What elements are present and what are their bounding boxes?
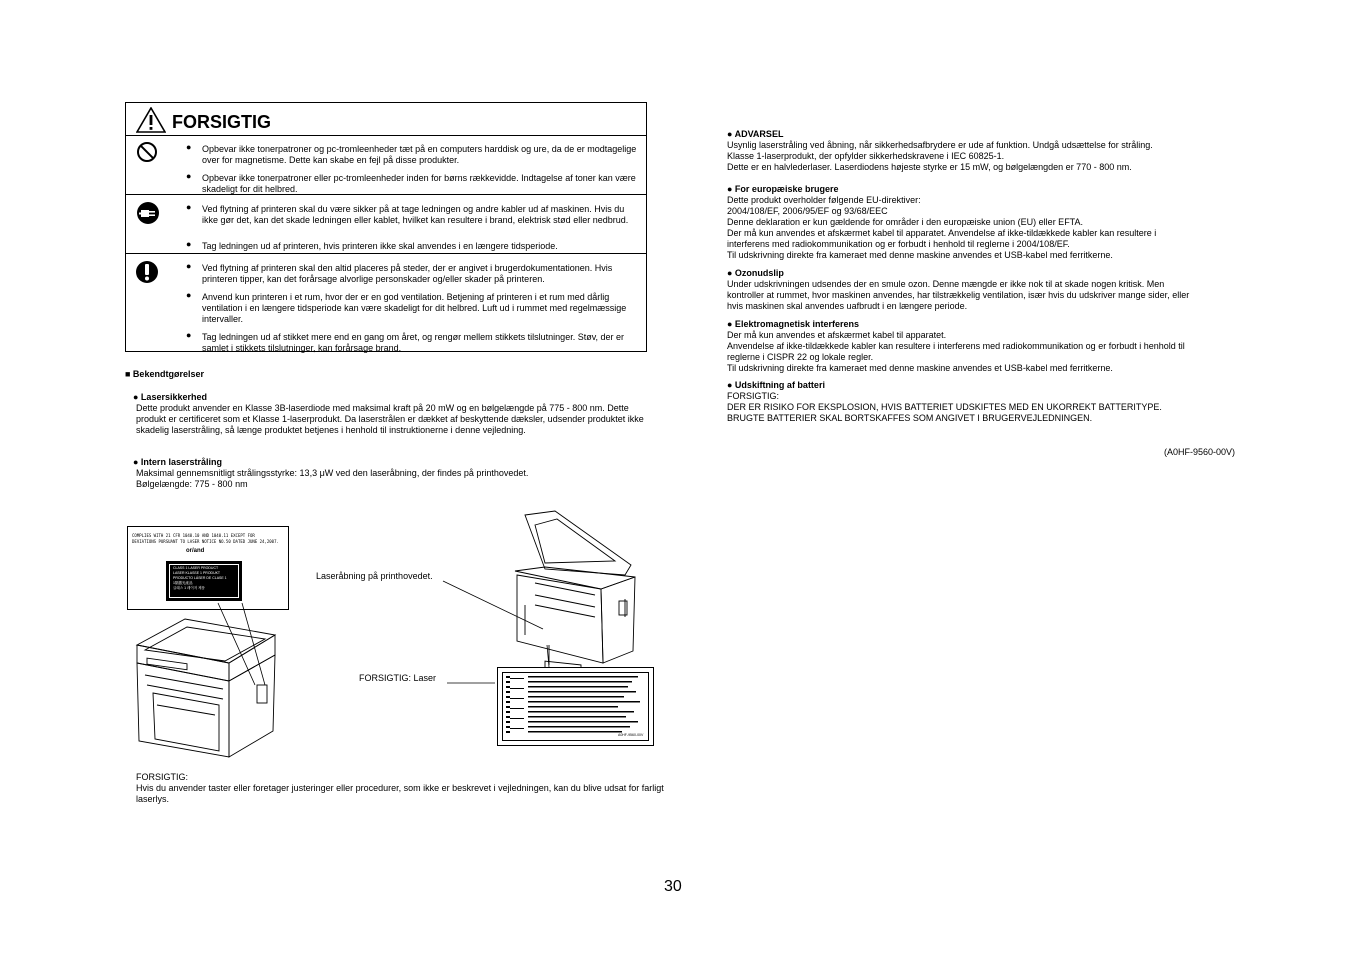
caution-box [125,102,647,352]
bullet: ● [186,171,192,181]
eu-line: Denne deklaration er kun gældende for områder i den europæiske union (EU) eller EFTA. [727,217,1084,227]
open-printer-drawing [515,511,635,685]
bullet: ● [186,261,192,271]
emi-line: Til udskrivning direkte fra kameraet med denne maskine anvendes et USB-kabel med ferritkerne. [727,363,1113,373]
emi-line: Anvendelse af ikke-tildækkede kabler kan resultere i interferens med radiokommunikation og er forbudt i henhold til [727,341,1185,351]
bullet: ● [186,290,192,300]
internal-radiation-line: Maksimal gennemsnitligt strålingsstyrke: 13,3 μW ved den laseråbning, der findes på printhovedet. [136,468,529,478]
caution-item: Anvend kun printeren i et rum, hvor der er en god ventilation. Betjening af printeren i et rum med dårlig ventilation i en længere tidsperiode kan være skadeligt for dit helbred. Luft ud i rummet med regelmæssige intervaller. [202,292,627,324]
eu-line: Til udskrivning direkte fra kameraet med denne maskine anvendes et USB-kabel med ferritkerne. [727,250,1113,260]
battery-line: FORSIGTIG: [727,391,780,401]
caution-title: FORSIGTIG [172,112,271,132]
internal-radiation-line: Bølgelængde: 775 - 800 nm [136,479,248,489]
closed-printer-drawing [137,619,275,757]
emi-line: Der må kun anvendes et afskærmet kabel til apparatet. [727,330,947,340]
internal-radiation-title: ● Intern laserstråling [133,457,222,467]
class1-line: LASER KLASSE 1 PRODUKT [173,571,221,575]
laser-safety-text: Dette produkt anvender en Klasse 3B-laserdiode med maksimal kraft på 20 mW og en bølgelængde på 775 - 800 nm. Dette produkt er certificeret som et Klasse 1-laserprodukt. Da laserstrålen er dækket af beskyttende dæksler, udsender produktet ikke skadelig laserstråling, så længe produktet betjenes i henhold til instruktionerne i denne vejledning. [136,403,644,435]
document-code: (A0HF-9560-00V) [1164,447,1236,457]
label-or-text: or/and [186,548,205,554]
compliance-text: DEVIATIONS PURSUANT TO LASER NOTICE NO.50 DATED JUNE 24,2007. [132,539,279,544]
footnote-title: FORSIGTIG: [136,772,189,782]
eu-line: Der må kun anvendes et afskærmet kabel til apparatet. Anvendelse af ikke-tildækkede kabler kan resultere i [727,228,1157,238]
caution-section-placement [126,254,646,352]
eu-line: interferens med radiokommunikation og er forbudt i henhold til reglerne i 2004/108/EF. [727,239,1070,249]
eu-line: 2004/108/EF, 2006/95/EF og 93/68/EEC [727,206,888,216]
leader-line [218,603,255,685]
class1-line: 클래스 1 레이저 제품 [173,586,205,590]
battery-line: BRUGTE BATTERIER SKAL BORTSKAFFES SOM ANGIVET I BRUGERVEJLEDNINGEN. [727,413,1093,423]
bullet: ● [186,202,192,212]
footnote-text: Hvis du anvender taster eller foretager justeringer eller procedurer, som ikke er beskrevet i vejledningen, kan du blive udsat for farligt laserlys. [136,783,664,804]
caption-laser-caution: FORSIGTIG: Laser [359,673,437,683]
leader-line [242,603,265,685]
caution-header [126,103,646,136]
class1-line: PRODUCTO LÁSER DE CLASE 1 [173,576,227,580]
caution-item: Ved flytning af printeren skal den altid placeres på steder, der er angivet i brugerdokumentationen. Hvis printeren tipper, kan det forårsage alvorlige personskader og/eller skader på printeren. [202,263,613,284]
caution-item: Tag ledningen ud af stikket mere end en gang om året, og rengør mellem stikkets tilslutninger. Støv, der er samlet i stikkets tilslutninger, kan forårsage brand. [202,332,625,353]
ozone-line: Under udskrivningen udsendes der en smule ozon. Denne mængde er ikke nok til at skade nogen kritisk. Men [727,279,1165,289]
caution-section-storage [126,135,646,195]
class1-line: 1類激光產品 [173,581,193,585]
warning-label-code: A0HF-9560-00V [618,733,644,737]
battery-line: DER ER RISIKO FOR EKSPLOSION, HVIS BATTERIET UDSKIFTES MED EN UKORREKT BATTERITYPE. [727,402,1162,412]
emi-line: reglerne i CISPR 22 og lokale regler. [727,352,874,362]
caution-item: Tag ledningen ud af printeren, hvis printeren ikke skal anvendes i en længere tidsperiode. [202,241,558,251]
caution-item: Opbevar ikke tonerpatroner og pc-tromleenheder tæt på en computers harddisk og ure, da de er modtagelige over for magnetisme. Dette kan skabe en fejl på disse produkter. [202,144,637,165]
eu-line: Dette produkt overholder følgende EU-direktiver: [727,195,921,205]
emi-title: ● Elektromagnetisk interferens [727,319,859,329]
bullet: ● [186,330,192,340]
advarsel-line: Klasse 1-laserprodukt, der opfylder sikkerhedskravene i IEC 60825-1. [727,151,1005,161]
caution-item: Opbevar ikke tonerpatroner eller pc-tromleenheder inden for børns rækkevidde. Indtagelse af toner kan være skadeligt for dit helbred. [202,173,636,194]
eu-title: ● For europæiske brugere [727,184,839,194]
ozone-line: hvis maskinen skal anvendes uafbrudt i en længere periode. [727,301,968,311]
warning-label-text-lines [504,674,646,738]
advarsel-line: Usynlig laserstråling ved åbning, når sikkerhedsafbrydere er ude af funktion. Undgå udsættelse for stråling. [727,140,1153,150]
battery-title: ● Udskiftning af batteri [727,380,825,390]
compliance-text: COMPLIES WITH 21 CFR 1040.10 AND 1040.11 EXCEPT FOR [132,533,255,538]
page-number: 30 [664,878,682,895]
notices-heading: ■ Bekendtgørelser [125,369,204,379]
unplug-icon [136,201,160,225]
bullet: ● [186,142,192,152]
laser-safety-title: ● Lasersikkerhed [133,392,207,402]
caution-item: Ved flytning af printeren skal du være sikker på at tage ledningen og andre kabler ud af maskinen. Hvis du ikke gør det, kan det skade ledningen eller kablet, hvilket kan resultere i brand, elektrisk stød eller nedbrud. [202,204,629,225]
prohibition-icon [136,141,158,163]
caption-laser-opening: Laseråbning på printhovedet. [316,571,433,581]
ozone-line: kontroller at rummet, hvor maskinen anvendes, har tilstrækkelig ventilation, især hvis du udskriver mange sider, eller [727,290,1190,300]
bullet: ● [186,239,192,249]
exclamation-icon [136,260,158,284]
advarsel-line: Dette er en halvlederlaser. Laserdiodens højeste styrke er 15 mW, og bølgelængden er 770 - 800 nm. [727,162,1132,172]
advarsel-title: ● ADVARSEL [727,129,784,139]
caution-section-unplug [126,195,646,254]
leader-line [443,581,543,629]
laser-warning-label [497,667,654,746]
class1-line: CLASS 1 LASER PRODUCT [173,566,219,570]
ozone-title: ● Ozonudslip [727,268,784,278]
warning-triangle-icon [136,107,166,133]
